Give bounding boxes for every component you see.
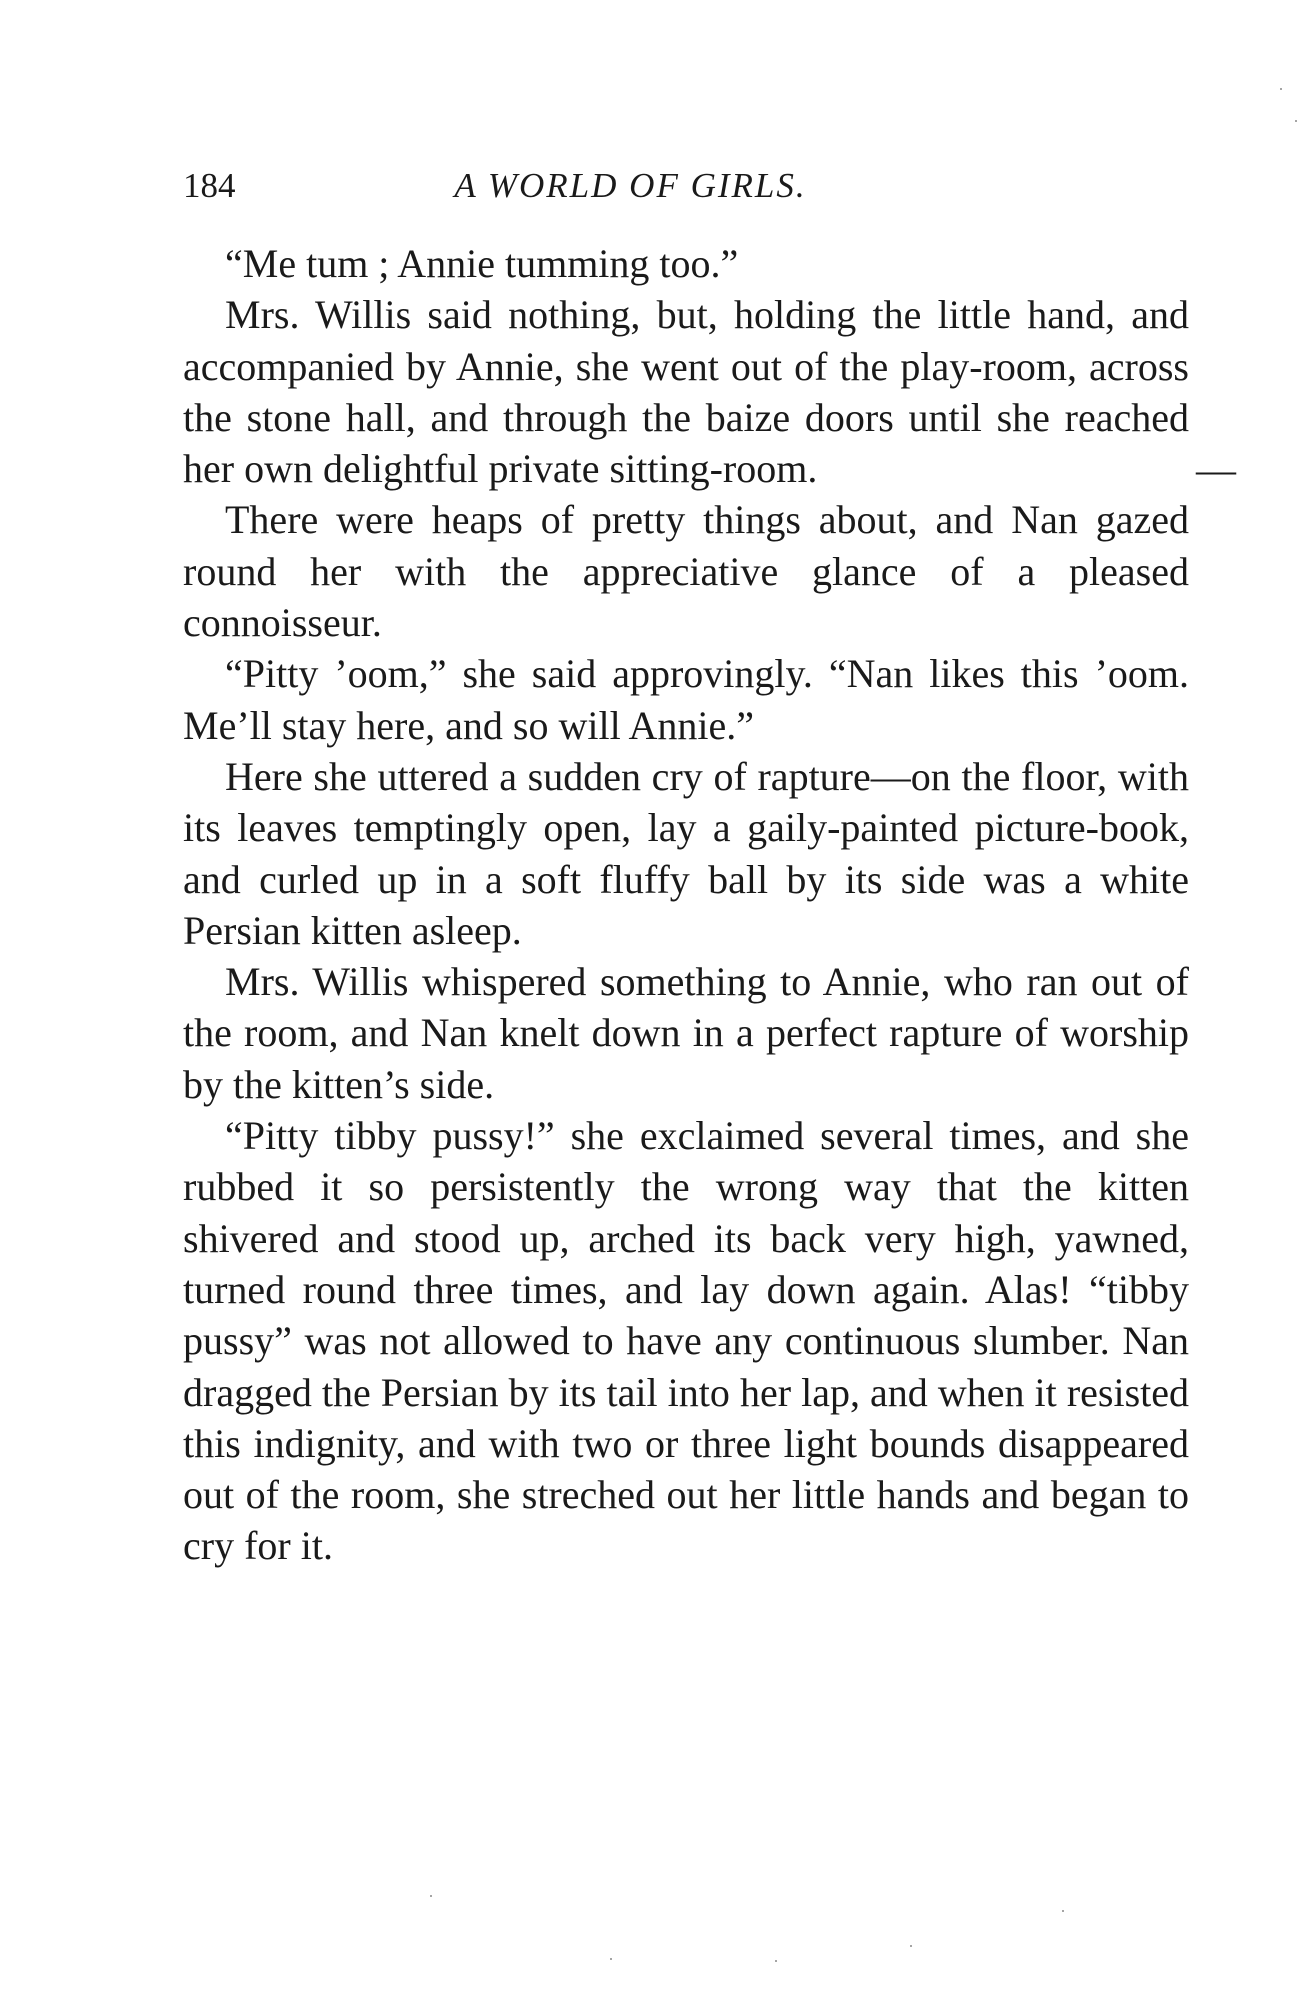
paragraph-2: Mrs. Willis said nothing, but, holding the little hand, and accompanied by Annie, she went out of the play-room, across the stone hall, and through the baize doors until she reached her own delightful private sitting-room. bbox=[183, 292, 1189, 492]
paragraph-1: “Me tum ; Annie tumming too.” bbox=[225, 241, 739, 286]
paragraph-3: There were heaps of pretty things about, and Nan gazed round her with the appreciative glance of a pleased connoisseur. bbox=[183, 497, 1189, 646]
page-header bbox=[183, 156, 1189, 216]
paragraph-5: Here she uttered a sudden cry of rapture—on the floor, with its leaves temptingly open, lay a gaily-painted picture-book, and curled up in a soft fluffy ball by its side was a white Persian kitten asleep. bbox=[183, 753, 1189, 953]
paper-speck bbox=[1295, 120, 1297, 122]
page-number: 184 bbox=[183, 166, 236, 205]
paper-speck bbox=[610, 1958, 612, 1960]
paper-speck bbox=[775, 1960, 777, 1962]
paper-speck bbox=[1062, 1910, 1064, 1912]
paper-speck bbox=[1280, 88, 1282, 90]
paragraph-7: “Pitty tibby pussy!” she exclaimed several times, and she rubbed it so persistently the wrong way that the kitten shivered and stood up, arched its back very high, yawned, turned round three times, and lay down again. Alas! “tibby pussy” was not allowed to have any continuous slumber. Nan dragged the Persian by its tail into her lap, and when it resisted this indignity, and with two or three light bounds disappeared out of the room, she streched out her little hands and began to cry for it. bbox=[183, 1113, 1189, 1569]
body-text bbox=[183, 238, 1189, 1572]
margin-dash-mark: — bbox=[1196, 447, 1236, 492]
running-title: A WORLD OF GIRLS. bbox=[454, 166, 807, 205]
paragraph-6: Mrs. Willis whispered something to Annie, who ran out of the room, and Nan knelt down in a perfect rapture of worship by the kitten’s side. bbox=[183, 959, 1189, 1107]
paper-speck bbox=[910, 1945, 912, 1947]
paper-speck bbox=[430, 1895, 432, 1897]
paragraph-4: “Pitty ’oom,” she said approvingly. “Nan likes this ’oom. Me’ll stay here, and so will Annie.” bbox=[183, 651, 1189, 748]
